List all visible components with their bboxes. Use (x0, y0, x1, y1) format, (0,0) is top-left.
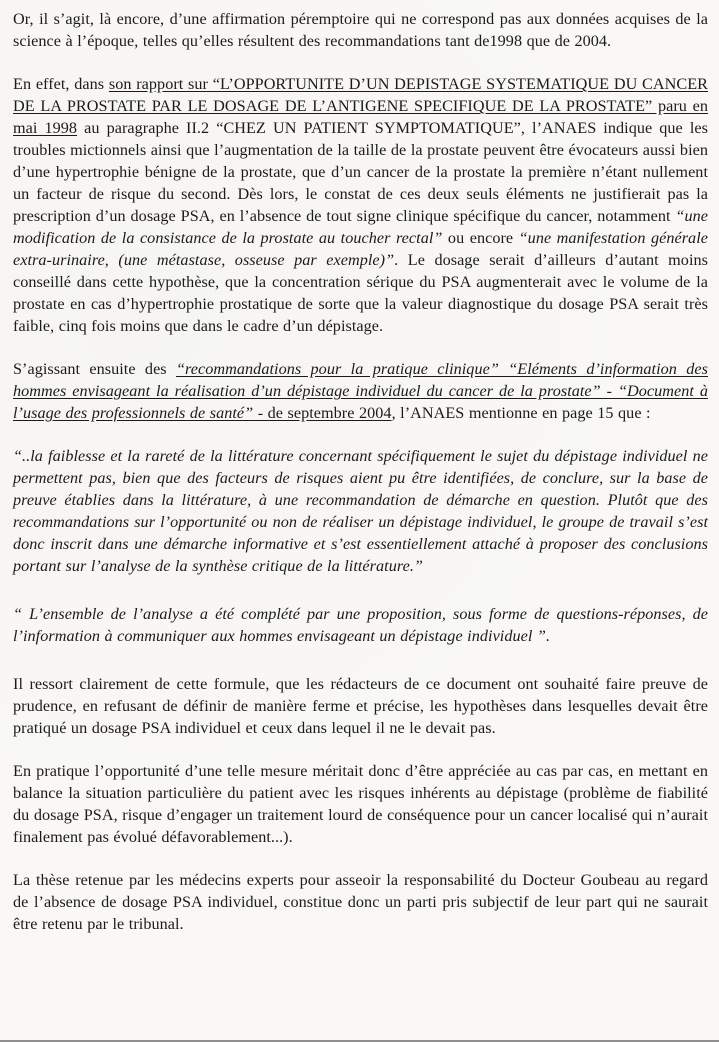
text-run: Il ressort clairement de cette formule, que les rédacteurs de ce document ont souhaité faire preuve de prudence, en refusant de définir de manière ferme et précise, les hypothèses dans lesquelles devait être pratiqué un dosage PSA individuel et ceux dans lequel il ne le devait pas. (13, 675, 708, 737)
italic-quote: “une modification de la consistance de la prostate au toucher rectal” (13, 207, 708, 247)
block-quote-text: “ L’ensemble de l’analyse a été complété par une proposition, sous forme de questions-réponses, de l’information à communiquer aux hommes envisageant un dépistage individuel ”. (13, 605, 708, 645)
underlined-date: - de septembre 2004 (253, 404, 392, 422)
text-run: En effet, dans (13, 75, 109, 93)
text-run: S’agissant ensuite des (13, 360, 176, 378)
quote-block-litterature (13, 445, 708, 577)
underlined-italic-title: “recommandations pour la pratique clinique” “Eléments d’information des hommes envisageant la réalisation d’un dépistage individuel du cancer de la prostate” - “Document à l’usage des professionnels de santé” (13, 360, 708, 422)
paragraph-conclusion (13, 869, 708, 935)
paragraph-prudence (13, 673, 708, 739)
underlined-report-title: son rapport sur “L’OPPORTUNITE D’UN DEPISTAGE SYSTEMATIQUE DU CANCER DE LA PROSTATE PAR LE DOSAGE DE L’ANTIGENE SPECIFIQUE DE LA PROSTATE” paru en mai 1998 (13, 75, 708, 137)
text-run: La thèse retenue par les médecins experts pour asseoir la responsabilité du Docteur Goubeau au regard de l’absence de dosage PSA individuel, constitue donc un parti pris subjectif de leur part qui ne saurait être retenu par le tribunal. (13, 871, 708, 933)
text-run: ou encore (442, 229, 519, 247)
paragraph-anaes-2004 (13, 358, 708, 424)
block-quote-text: “..la faiblesse et la rareté de la littérature concernant spécifiquement le sujet du dépistage individuel ne permettent pas, bien que des facteurs de risques aient pu être identifiées, de conclure, sur la base de preuve établies dans la littérature, à une recommandation de démarche en question. Plutôt que des recommandations sur l’opportunité ou non de réaliser un dépistage individuel, le groupe de travail s’est donc inscrit dans une démarche informative et s’est essentiellement attaché à proposer des conclusions portant sur l’analyse de la synthèse critique de la littérature.” (13, 447, 708, 575)
text-run: Or, il s’agit, là encore, d’une affirmation péremptoire qui ne correspond pas aux données acquises de la science à l’époque, telles qu’elles résultent des recommandations tant de1998 que de 2004. (13, 10, 708, 50)
text-run: . Le dosage serait d’ailleurs d’autant moins conseillé dans cette hypothèse, que la concentration sérique du PSA augmenterait avec le volume de la prostate en cas d’hypertrophie prostatique de sorte que la valeur diagnostique du dosage PSA serait très faible, cinq fois moins que dans le cadre d’un dépistage. (13, 251, 708, 335)
text-run: au paragraphe II.2 “CHEZ UN PATIENT SYMPTOMATIQUE”, l’ANAES indique que les troubles mictionnels ainsi que l’augmentation de la taille de la prostate peuvent être évocateurs aussi bien d’une hypertrophie bénigne de la prostate, que d’un cancer de la prostate la première n’étant nullement un facteur de risque du second. Dès lors, le constat de ces deux seuls éléments ne justifierait pas la prescription d’un dosage PSA, en l’absence de tout signe clinique spécifique du cancer, notamment (13, 119, 708, 225)
text-run: , l’ANAES mentionne en page 15 que : (391, 404, 651, 422)
paragraph-pratique (13, 760, 708, 848)
paragraph-anaes-1998 (13, 73, 708, 337)
italic-quote: “une manifestation générale extra-urinaire, (une métastase, osseuse par exemple)” (13, 229, 708, 269)
quote-block-proposition (13, 603, 708, 647)
text-run: En pratique l’opportunité d’une telle mesure méritait donc d’être appréciée au cas par cas, en mettant en balance la situation particulière du patient avec les risques inhérents au dépistage (problème de fiabilité du dosage PSA, risque d’engager un traitement lourd de conséquence pour un cancer localisé qui n’aurait finalement pas évolué défavorablement...). (13, 762, 708, 846)
paragraph-intro (13, 8, 708, 52)
